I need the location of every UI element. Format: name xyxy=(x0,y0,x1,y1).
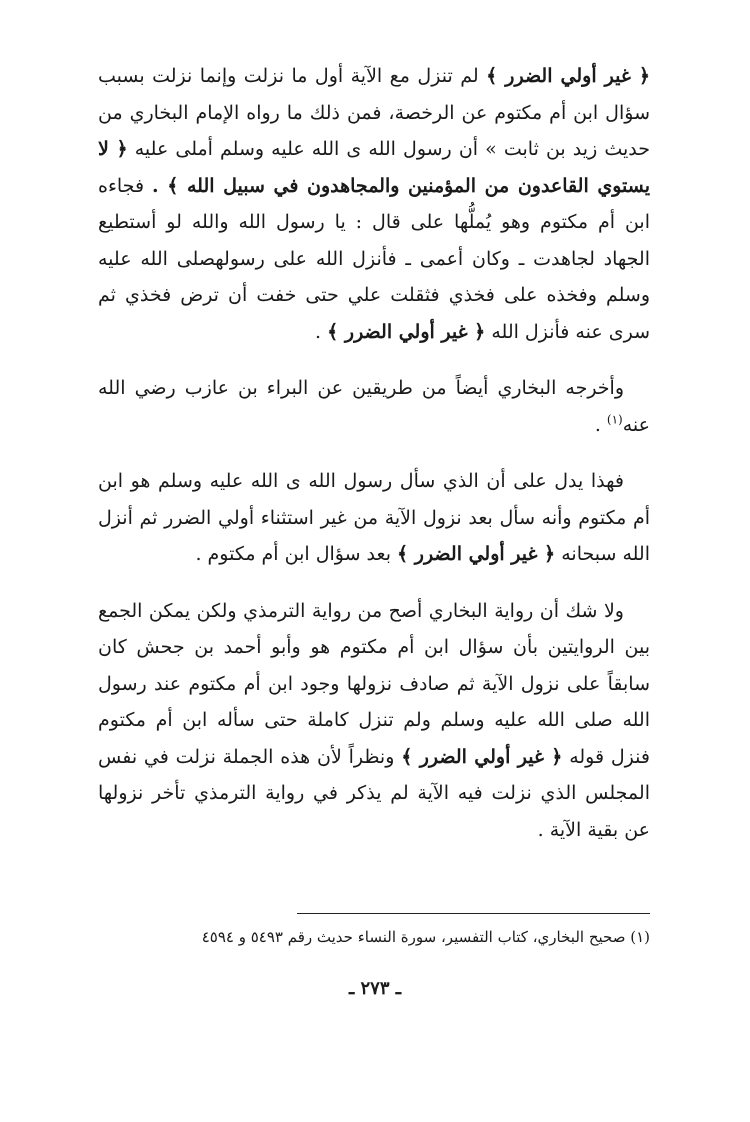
paragraph-text: بعد سؤال ابن أم مكتوم . xyxy=(195,543,398,565)
quran-quote: ﴿ غير أولي الضرر ﴾ xyxy=(397,543,556,565)
page-number: ـ ٢٧٣ ـ xyxy=(348,978,402,999)
paragraph-text: ولا شك أن رواية البخاري أصح من رواية الترمذي ولكن يمكن الجمع بين الروايتين بأن سؤال ابن أم مكتوم هو وأبو أحمد بن جحش كان سابقاً على نزول الآية ثم صادف نزولها وجود ابن أم مكتوم عند رسول الله صلى الله عليه وسلم ولم تنزل كاملة حتى سأله ابن أم مكتوم فنزل قوله xyxy=(98,599,650,768)
quran-quote: ﴿ غير أولي الضرر ﴾ xyxy=(327,320,486,343)
paragraph-text: . xyxy=(594,413,607,436)
paragraph-text: فهذا يدل على أن الذي سأل رسول الله ى الله عليه وسلم هو ابن أم مكتوم وأنه سأل بعد نزول الآية من غير استثناء أولي الضرر ثم أنزل الله سبحانه xyxy=(98,470,650,565)
quran-quote: ﴿ غير أولي الضرر ﴾ xyxy=(401,745,563,768)
paragraph-4 xyxy=(98,593,650,849)
paragraph-1 xyxy=(98,58,650,350)
paragraph-text: لم تنزل مع الآية أول ما نزلت وإنما نزلت بسبب سؤال ابن أم مكتوم عن الرخصة، فمن ذلك ما رواه الإمام البخاري من حديث زيد بن ثابت » أن رسول الله ى الله عليه وسلم أملى عليه xyxy=(98,65,650,160)
footnote: (١) صحيح البخاري، كتاب التفسير، سورة النساء حديث رقم ٥٤٩٣ و ٤٥٩٤ xyxy=(201,928,650,946)
paragraph-text: . xyxy=(315,320,328,343)
footnote-separator xyxy=(297,913,650,914)
paragraph-text: فجاءه ابن أم مكتوم وهو يُملُّها على قال : يا رسول الله والله لو أستطيع الجهاد لجاهدت ـ وكان أعمى ـ فأنزل الله على رسولهصلى الله عليه وسلم وفخذه على فخذي فثقلت علي حتى خفت أن ترض فخذي ثم سرى عنه فأنزل الله xyxy=(98,174,650,343)
quran-quote: ﴿ لا يستوي القاعدون من المؤمنين والمجاهدون في سبيل الله ﴾ . xyxy=(98,138,650,197)
paragraph-text: ونظراً لأن هذه الجملة نزلت في نفس المجلس الذي نزلت فيه الآية لم يذكر في رواية الترمذي تأخر نزولها عن بقية الآية . xyxy=(98,745,650,841)
paragraph-text: وأخرجه البخاري أيضاً من طريقين عن البراء بن عازب رضي الله عنه xyxy=(98,377,650,436)
paragraph-2 xyxy=(98,370,650,443)
page-body xyxy=(98,58,650,848)
footnote-ref[interactable]: (١) xyxy=(606,412,623,427)
paragraph-3 xyxy=(98,463,650,573)
quran-quote: ﴿ غير أولي الضرر ﴾ xyxy=(486,65,650,87)
